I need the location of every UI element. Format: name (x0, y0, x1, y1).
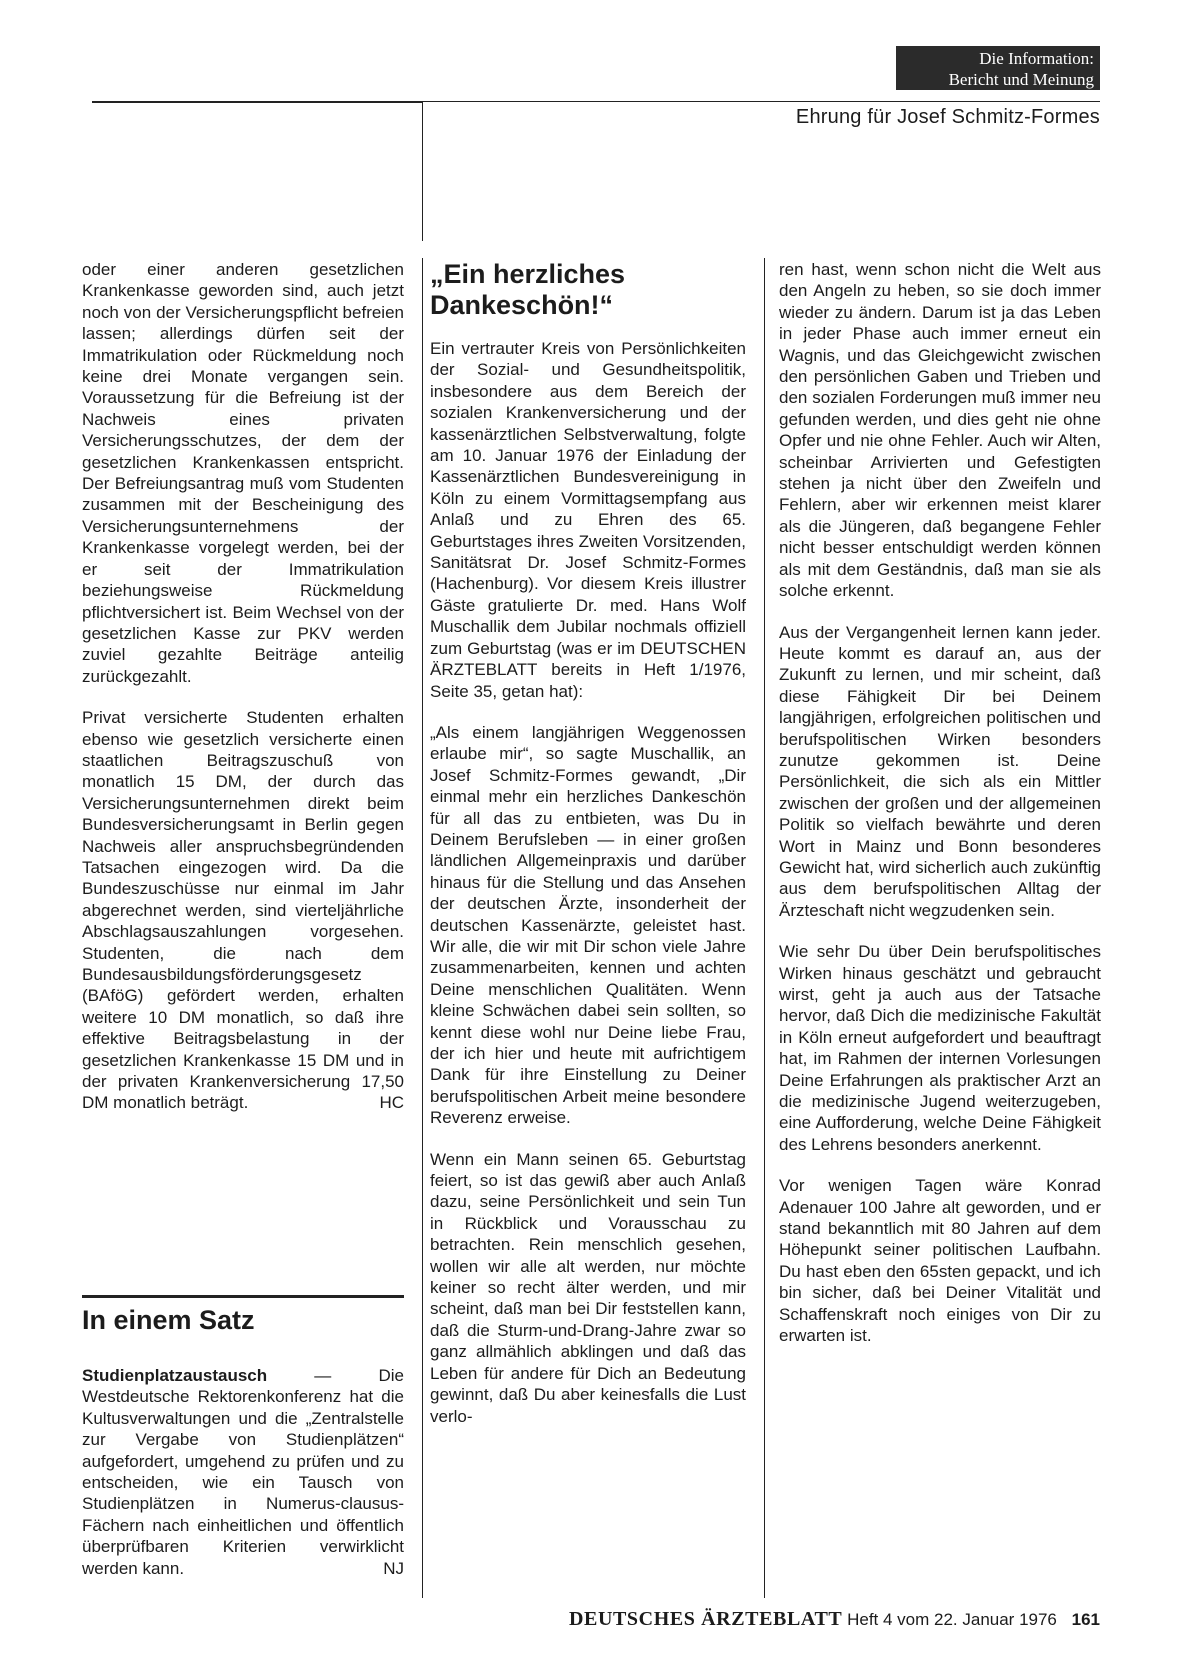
rubric-line-1: Die Information: (979, 49, 1094, 68)
article-paragraph-6: Wie sehr Du über Dein berufspolitisches Wirken hinaus geschätzt und gebraucht wirst, geht ja auch aus der Tatsache hervor, daß Dich die medizinische Fakultät in Köln erneut aufgefordert und beauftragt hat, im Rahmen der internen Vorlesungen Deine Erfahrungen als praktischer Arzt an die medizinische Jugend weiterzugeben, eine Aufforderung, welche Deine Fähigkeit des Lehrens besonders anerkennt. (779, 942, 1101, 1154)
journal-name: DEUTSCHES ÄRZTEBLATT (568, 1608, 843, 1630)
page-footer (462, 1608, 1100, 1631)
rubric-line-2: Bericht und Meinung (948, 70, 1094, 89)
section-title: In einem Satz (82, 1305, 255, 1335)
article-paragraph-2: „Als einem langjährigen Weggenossen erlaube mir“, so sagte Muschallik, an Josef Schmitz-Formes gewandt, „Dir einmal mehr ein herzliches Dankeschön für all das zu entbieten, was Du in Deinem Berufsleben — in einer großen ländlichen Allgemeinpraxis und darüber hinaus für die Stellung und das Ansehen der deutschen Ärzte, insonderheit der deutschen Kassenärzte, geleistet hast. Wir alle, die wir mit Dir schon viele Jahre zusammenarbeiten, kennen und achten Deine menschlichen Qualitäten. Wenn kleine Schwächen dabei sein sollten, so kennt diese wohl nur Deine liebe Frau, der ich hier und heute mit aufrichtigem Dank für ihre Einstellung zu Deiner berufspolitischen Arbeit meine besondere Reverenz erweise. (430, 722, 746, 1128)
column-rule-1 (422, 258, 423, 1598)
section-body (82, 1365, 404, 1579)
author-signature-nj: NJ (383, 1558, 404, 1578)
article-paragraph-1: Ein vertrauter Kreis von Persönlichkeiten der Sozial- und Gesundheitspolitik, insbesondere aus dem Bereich der sozialen Krankenversicherung und der kassenärztlichen Selbstverwaltung, folgte am 10. Januar 1976 der Einladung der Kassenärztlichen Bundesvereinigung in Köln zu einem Vormittagsempfang aus Anlaß und zu Ehren des 65. Geburtstages ihres Zweiten Vorsitzenden, Sanitätsrat Dr. Josef Schmitz-Formes (Hachenburg). Vor diesem Kreis illustrer Gäste gratulierte Dr. med. Hans Wolf Muschallik dem Jubilar nochmals offiziell zum Geburtstag (was er im DEUTSCHEN ÄRZTEBLATT bereits in Heft 1/1976, Seite 35, getan hat): (430, 339, 746, 701)
section-rule (82, 1295, 404, 1298)
article-paragraph-3: Wenn ein Mann seinen 65. Geburtstag feiert, so ist das gewiß aber auch Anlaß dazu, seine Persönlichkeit und sein Tun in Rückblick und Vorausschau zu betrachten. Rein menschlich gesehen, wollen wir alle alt werden, nur möchte keiner so recht älter werden, und mir scheint, daß man bei Dir feststellen kann, daß die Sturm-und-Drang-Jahre zwar so ganz allmählich abklingen und daß das Leben für andere für Dich an Bedeutung gewinnt, daß Du aber keinesfalls die Lust verlo- (430, 1149, 746, 1426)
column-rule-2 (764, 258, 765, 1598)
column-3 (779, 259, 1101, 1347)
runin-dash: — (267, 1366, 379, 1385)
satz-paragraph (82, 1365, 404, 1579)
satz-text: Die Westdeutsche Rektorenkonferenz hat die Kultusverwaltungen und die „Zentralstelle zur Vergabe von Studienplätzen“ aufgefordert, umgehend zu prüfen und zu entscheiden, wie ein Tausch von Studienplätzen in Numerus-clausus-Fächern nach einheitlichen und öffentlich überprüfbaren Kriterien verwirklicht werden kann. (82, 1366, 404, 1578)
column1-paragraph-2-text: Privat versicherte Studenten erhalten ebenso wie gesetzlich versicherte einen staatlichen Beitragszuschuß von monatlich 15 DM, der durch das Versicherungsunternehmen direkt beim Bundesversicherungsamt in Berlin gegen Nachweis aller anspruchsbegründenden Tatsachen eingezogen wird. Da die Bundeszuschüsse nur einmal im Jahr abgerechnet werden, sind vierteljährliche Abschlagsauszahlungen vorgesehen. Studenten, die nach dem Bundesausbildungsförderungsgesetz (BAföG) gefördert werden, erhalten weitere 10 DM monatlich, so daß ihre effektive Beitragsbelastung in der gesetzlichen Krankenkasse 15 DM und in der privaten Krankenversicherung 17,50 DM monatlich beträgt. (82, 708, 404, 1113)
column1-paragraph-1: oder einer anderen gesetzlichen Krankenkasse geworden sind, auch jetzt noch von der Versicherungspflicht befreien lassen; allerdings dürfen seit der Immatrikulation oder Rückmeldung noch keine drei Monate vergangen sein. Voraussetzung für die Befreiung ist der Nachweis eines privaten Versicherungsschutzes, der dem der gesetzlichen Krankenkassen entspricht. Der Befreiungsantrag muß vom Studenten zusammen mit der Bescheinigung des Versicherungsunternehmens der Krankenkasse vorgelegt werden, bei der er seit der Immatrikulation beziehungsweise Rückmeldung pflichtversichert ist. Beim Wechsel von der gesetzlichen Kasse zur PKV werden zuviel gezahlte Beiträge anteilig zurückgezahlt. (82, 260, 404, 686)
column-2 (430, 259, 746, 1427)
section-rubric (896, 46, 1100, 90)
header-rule-left (92, 101, 422, 103)
article-title: „Ein herzliches Dankeschön!“ (430, 259, 626, 320)
page-headline: Ehrung für Josef Schmitz-Formes (795, 106, 1100, 128)
issue-info: Heft 4 vom 22. Januar 1976 (847, 1610, 1057, 1629)
header-rule-right (422, 101, 1100, 102)
runin-heading: Studienplatzaustausch (82, 1366, 268, 1385)
article-paragraph-4: ren hast, wenn schon nicht die Welt aus den Angeln zu heben, so sie doch immer wieder zu ändern. Darum ist ja das Leben in jeder Phase auch immer erneut ein Wagnis, und das Gleichgewicht zwischen den persönlichen Gaben und Trieben und den sozialen Forderungen muß immer neu gefunden werden, und dies geht nie ohne Opfer und nie ohne Fehler. Auch wir Alten, scheinbar Arrivierten und Gefestigten stehen ja nicht über den Zweifeln und Fehlern, aber wir erkennen meist klarer als die Jüngeren, daß begangene Fehler nicht besser entschuldigt werden können als mit dem Geständnis, daß man sie als solche erkennt. (779, 260, 1101, 601)
column1-paragraph-2 (82, 707, 404, 1114)
article-paragraph-5: Aus der Vergangenheit lernen kann jeder. Heute kommt es darauf an, aus der Zukunft zu lernen, und mir scheint, daß diese Fähigkeit Dir bei Deinem langjährigen, erfolgreichen politischen und berufspolitischen Wirken besonders zunutze gekommen ist. Deine Persönlichkeit, die sich als ein Mittler zwischen der großen und der allgemeinen Politik so vielfach bewährte und deren Wort in Mainz und Bonn besonderes Gewicht hat, wird sicherlich auch zukünftig aus dem berufspolitischen Alltag der Ärzteschaft nicht wegzudenken sein. (779, 622, 1101, 920)
column-1 (82, 259, 404, 1114)
page-number: 161 (1071, 1610, 1100, 1629)
article-paragraph-7: Vor wenigen Tagen wäre Konrad Adenauer 100 Jahre alt geworden, und er stand bekanntlich mit 80 Jahren auf dem Höhepunkt seiner politischen Laufbahn. Du hast eben den 65sten gepackt, und ich bin sicher, daß bei Deiner Vitalität und Schaffenskraft noch einiges von Dir zu erwarten ist. (779, 1176, 1101, 1346)
author-signature-hc: HC (379, 1093, 404, 1113)
header-rule-vertical (422, 101, 423, 241)
